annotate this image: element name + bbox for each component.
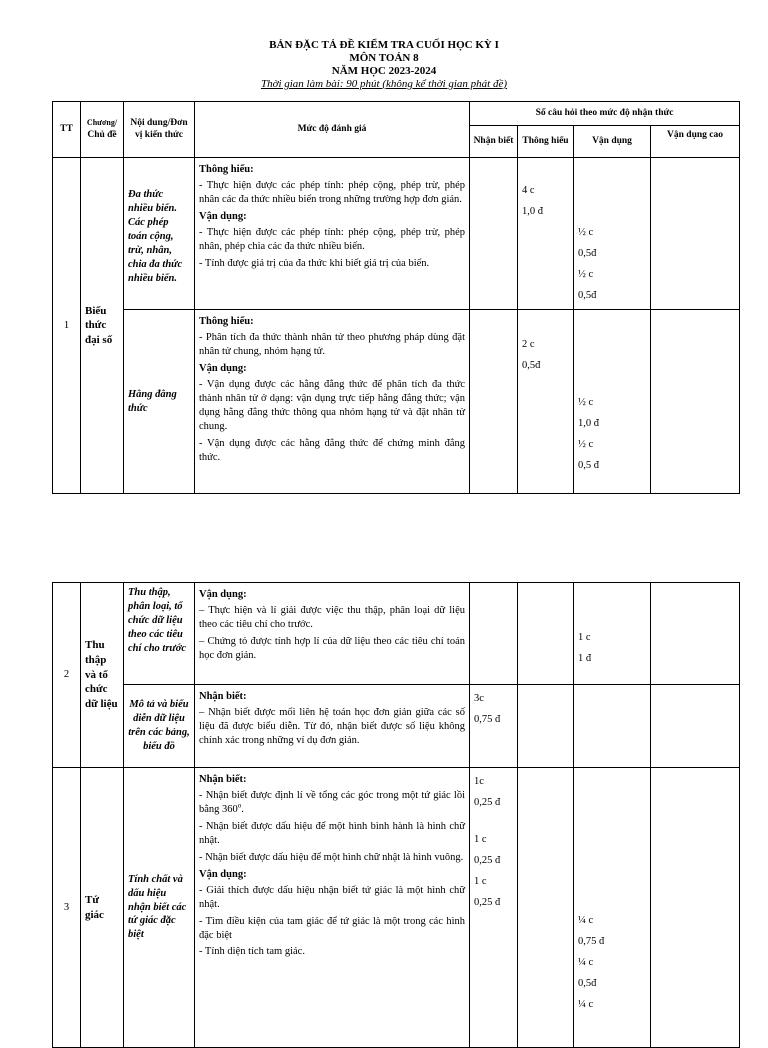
nhanbiet-cell: 1c 0,25 đ 1 c 0,25 đ 1 c 0,25 đ xyxy=(470,768,518,1048)
vandung-cell: ½ c 1,0 đ ½ c 0,5 đ xyxy=(574,310,651,494)
doc-year: NĂM HỌC 2023-2024 xyxy=(331,65,437,77)
vandung-cell: 1 c 1 đ xyxy=(574,583,651,685)
doc-time: Thời gian làm bài: 90 phút (không kể thời gian phát đề) xyxy=(260,78,508,90)
thonghieu-cell xyxy=(518,768,574,1048)
vandung-cell xyxy=(574,685,651,768)
chapter-cell: Biểu thức đại số xyxy=(81,158,124,494)
chapter-cell: Thu thập và tổ chức dữ liệu xyxy=(81,583,124,768)
vandungcao-cell xyxy=(651,768,740,1048)
col-vandungcao: Vận dụng cao xyxy=(651,126,740,158)
content-cell: Hằng đẳng thức xyxy=(124,310,195,494)
content-cell: Đa thức nhiều biến. Các phép toán cộng, trừ, nhân, chia đa thức nhiều biến. xyxy=(124,158,195,310)
criteria-cell: Thông hiểu: - Phân tích đa thức thành nhân tử theo phương pháp dùng đặt nhân tử chung, nhóm hạng tử. Vận dụng: - Vận dụng được các hằng đẳng thức để phân tích đa thức thành nhân tử ở dạng: vận dụng trực tiếp hằng đẳng thức; vận dụng hằng đẳng thức thông qua nhóm hạng tử và đặt nhân tử chung. - Vận dụng được các hằng đẳng thức để chứng minh đẳng thức. xyxy=(195,310,470,494)
criteria-cell: Nhận biết: - Nhận biết được định lí về tổng các góc trong một tứ giác lồi bằng 360$^o$. - Nhận biết được dấu hiệu để một hình bình hành là hình chữ nhật. - Nhận biết được dấu hiệu để một hình chữ nhật là hình vuông. Vận dụng: - Giải thích được dấu hiệu nhận biết tứ giác là một hình chữ nhật. - Tìm điều kiện của tam giác để tứ giác là một trong các hình đặc biệt - Tính diện tích tam giác. xyxy=(195,768,470,1048)
chapter-cell: Tứ giác xyxy=(81,768,124,1048)
nhanbiet-cell xyxy=(470,583,518,685)
table-row xyxy=(53,768,740,1048)
vandung-cell: ¼ c 0,75 đ ¼ c 0,5đ ¼ c xyxy=(574,768,651,1048)
thonghieu-cell xyxy=(518,583,574,685)
thonghieu-cell: 4 c 1,0 đ xyxy=(518,158,574,310)
thonghieu-cell: 2 c 0,5đ xyxy=(518,310,574,494)
col-tt: TT xyxy=(53,102,81,158)
table-row xyxy=(53,685,740,768)
row-number: 1 xyxy=(53,158,81,494)
col-thonghieu: Thông hiểu xyxy=(518,126,574,158)
col-vandung: Vận dụng xyxy=(574,126,651,158)
content-cell: Tính chất và dấu hiệu nhận biết các tứ giác đặc biệt xyxy=(124,768,195,1048)
vandungcao-cell xyxy=(651,685,740,768)
nhanbiet-cell: 3c 0,75 đ xyxy=(470,685,518,768)
doc-subject: MÔN TOÁN 8 xyxy=(349,52,419,64)
col-socauhoi: Số câu hỏi theo mức độ nhận thức xyxy=(470,102,740,126)
table-row xyxy=(53,310,740,494)
col-chuong: Chương/ Chủ đề xyxy=(81,102,124,158)
vandungcao-cell xyxy=(651,158,740,310)
criteria-cell: Vận dụng: – Thực hiện và lí giải được việc thu thập, phân loại dữ liệu theo các tiêu chí cho trước. – Chứng tỏ được tính hợp lí của dữ liệu theo các tiêu chí toán học đơn giản. xyxy=(195,583,470,685)
row-number: 2 xyxy=(53,583,81,768)
criteria-cell: Thông hiểu: - Thực hiện được các phép tính: phép cộng, phép trừ, phép nhân các đa thức nhiều biến trong những trường hợp đơn giản. Vận dụng: - Thực hiện được các phép tính: phép cộng, phép trừ, phép nhân, phép chia các đa thức nhiều biến. - Tính được giá trị của đa thức khi biết giá trị của biến. xyxy=(195,158,470,310)
vandung-cell: ½ c 0,5đ ½ c 0,5đ xyxy=(574,158,651,310)
thonghieu-cell xyxy=(518,685,574,768)
table-row xyxy=(53,158,740,310)
content-cell: Thu thập, phân loại, tổ chức dữ liệu theo các tiêu chí cho trước xyxy=(124,583,195,685)
vandungcao-cell xyxy=(651,583,740,685)
spec-table-2 xyxy=(52,582,740,1048)
row-number: 3 xyxy=(53,768,81,1048)
col-noidung: Nội dung/Đơn vị kiến thức xyxy=(124,102,195,158)
criteria-cell: Nhận biết: – Nhận biết được mối liên hệ toán học đơn giản giữa các số liệu đã được biểu diễn. Từ đó, nhận biết được số liệu không chính xác trong những ví dụ đơn giản. xyxy=(195,685,470,768)
col-nhanbiet: Nhận biết xyxy=(470,126,518,158)
nhanbiet-cell xyxy=(470,158,518,310)
vandungcao-cell xyxy=(651,310,740,494)
nhanbiet-cell xyxy=(470,310,518,494)
doc-title: BẢN ĐẶC TẢ ĐỀ KIỂM TRA CUỐI HỌC KỲ I xyxy=(269,39,499,51)
table-row xyxy=(53,583,740,685)
spec-table-1 xyxy=(52,101,740,494)
col-mucdo: Mức độ đánh giá xyxy=(195,102,470,158)
content-cell: Mô tả và biểu diễn dữ liệu trên các bảng, biểu đồ xyxy=(124,685,195,768)
